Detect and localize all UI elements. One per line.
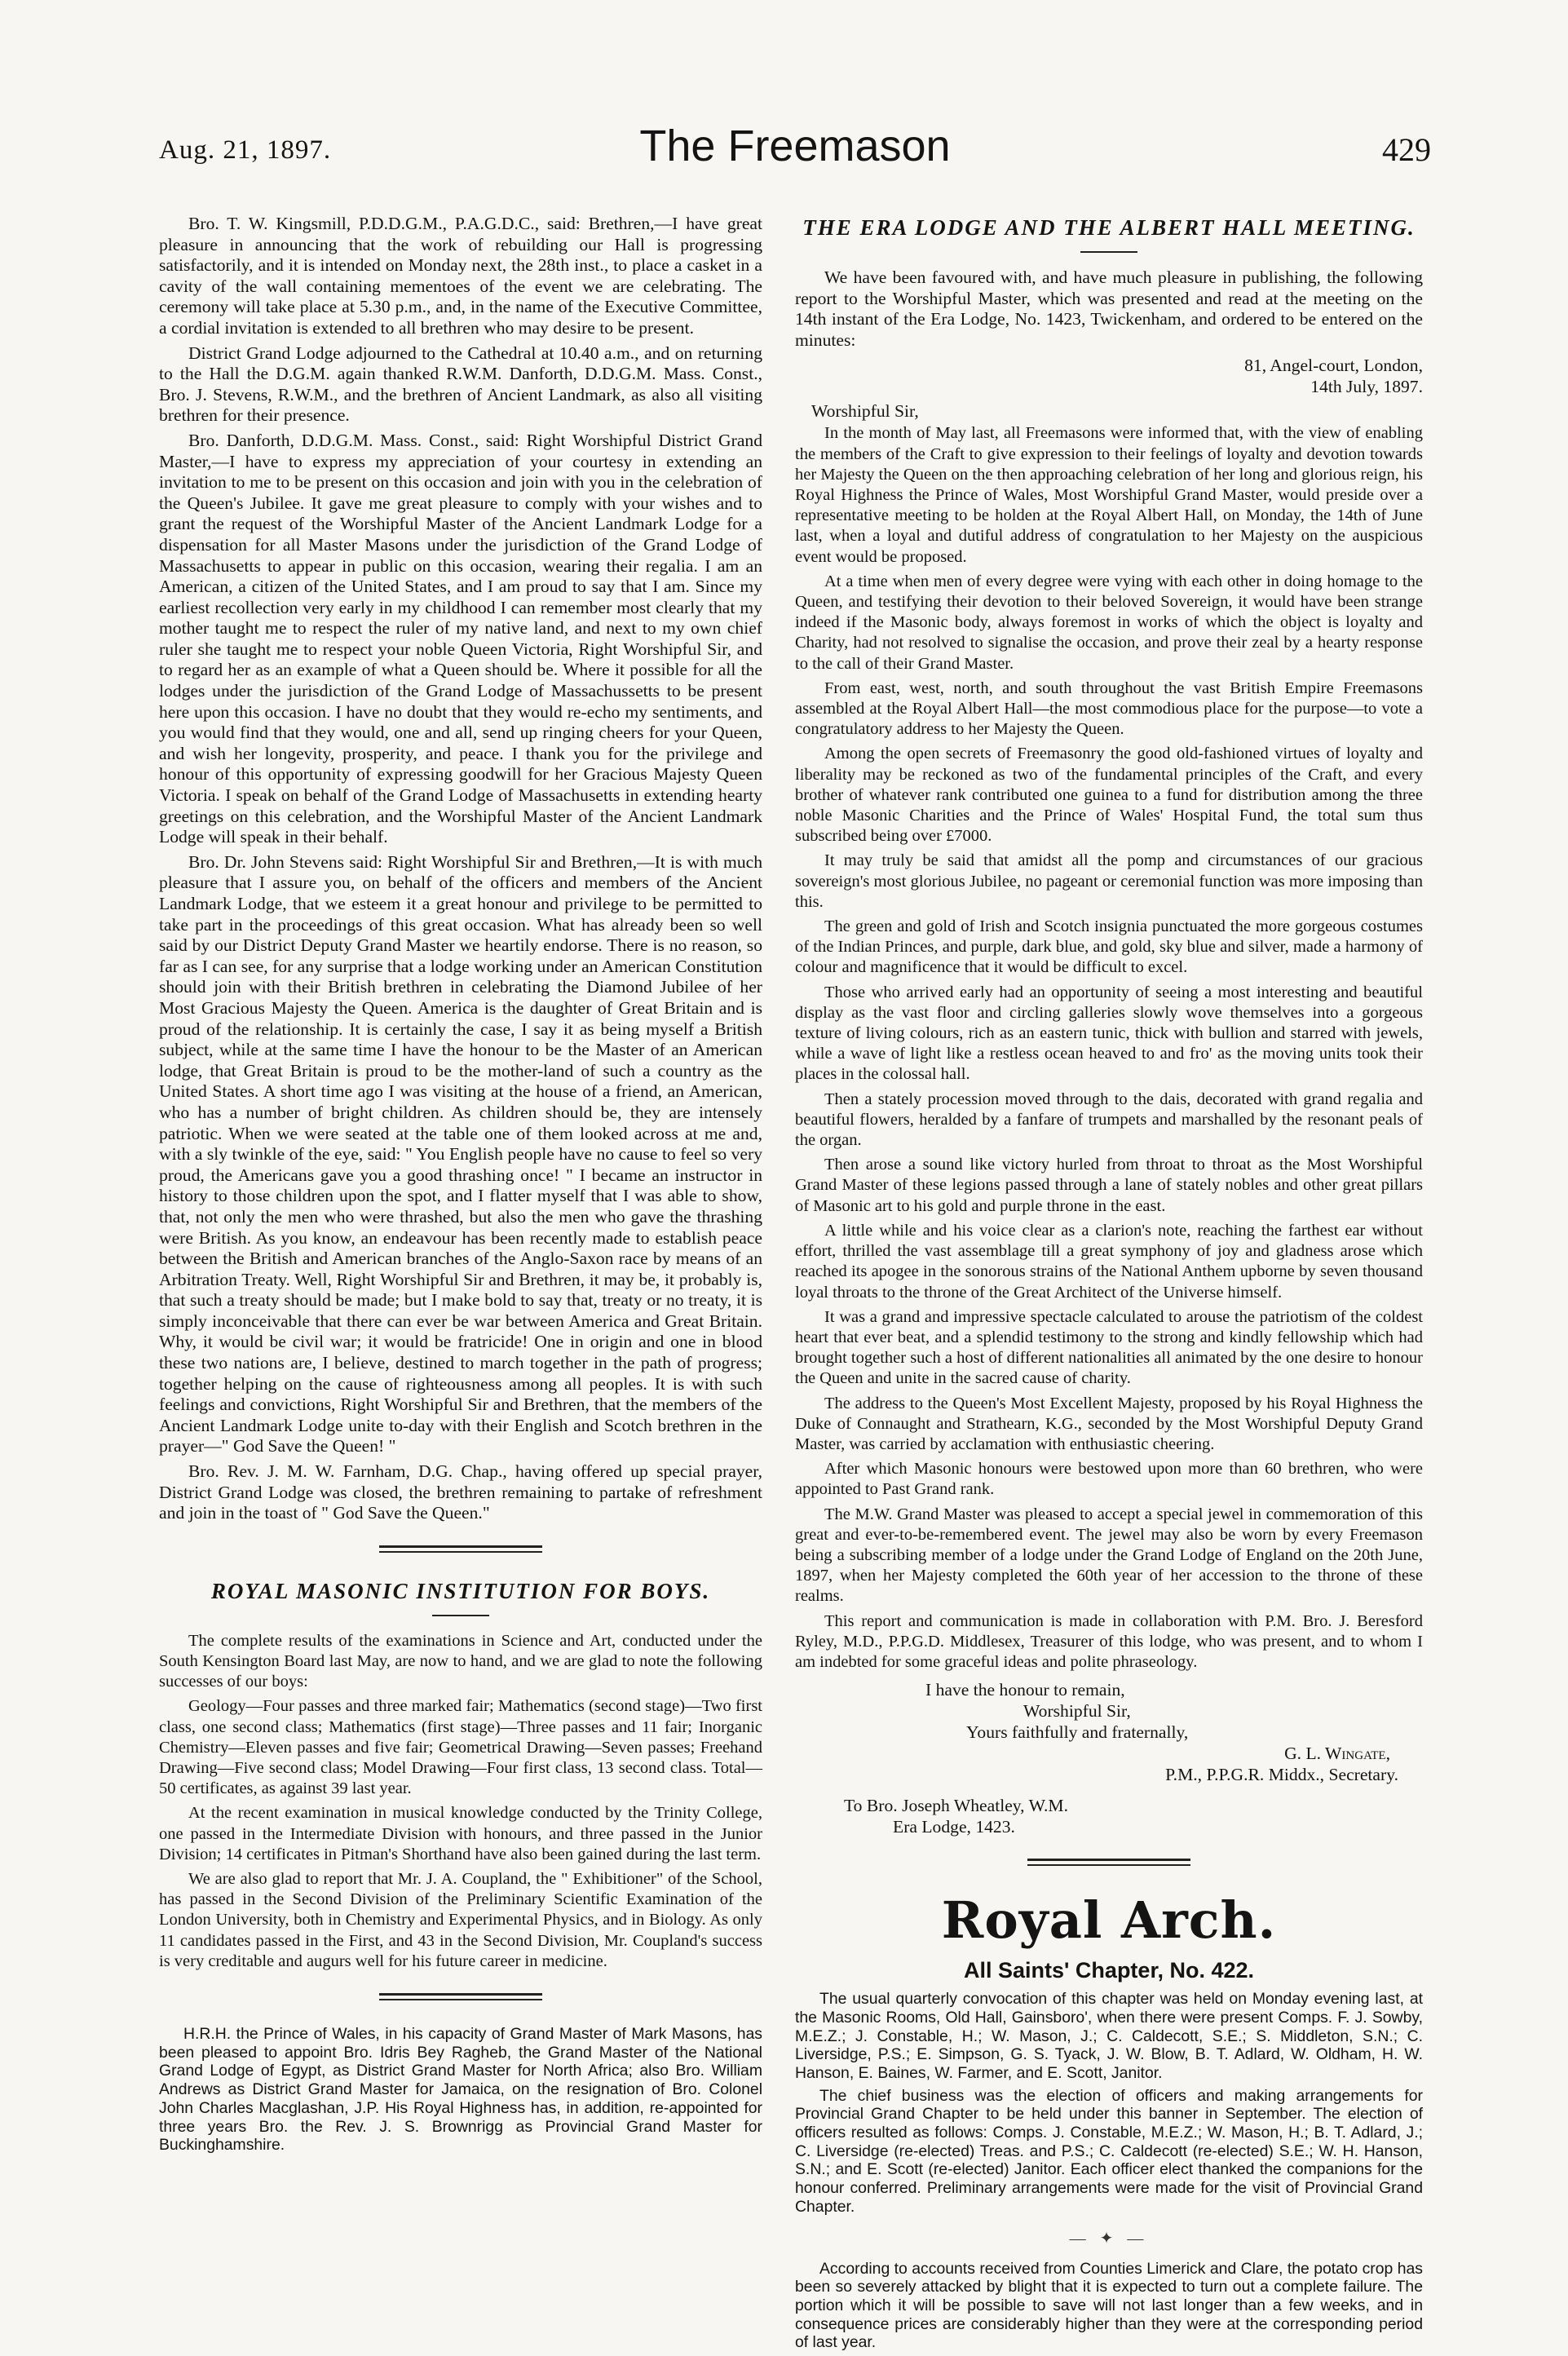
letter-paragraph: The green and gold of Irish and Scotch insignia punctuated the more gorgeous costumes of the Indian Princes, and purple, dark blue, and gold, sky blue and silver, made a harmony of colour and magnificence that it would be difficult to excel.: [795, 917, 1423, 977]
letter-paragraph: The M.W. Grand Master was pleased to accept a special jewel in commemoration of this great and ever-to-be-remembered event. The jewel may also be worn by every Freemason being a subscribing member of a lodge under the Grand Lodge of England on the 20th June, 1897, when her Majesty completed the 60th year of her accession to the throne of these realms.: [795, 1505, 1423, 1606]
ornament-divider: — ✦ —: [1069, 2229, 1149, 2248]
closing-line: I have the honour to remain,: [925, 1680, 1125, 1700]
letter-paragraph: A little while and his voice clear as a clarion's note, reaching the farthest ear without effort, thrilled the vast assemblage till a great symphony of joy and gladness arose which reached its apogee in the sonorous strains of the National Anthem upborne by seven thousand loyal throats to the throne of the Great Architect of the Universe himself.: [795, 1221, 1423, 1302]
letter-paragraph: After which Masonic honours were bestowed upon more than 60 brethren, who were appointed to Past Grand rank.: [795, 1460, 1423, 1499]
closing-line: Worshipful Sir,: [1023, 1701, 1131, 1722]
chapter-paragraph: The usual quarterly convocation of this chapter was held on Monday evening last, at the Masonic Rooms, Old Hall, Gainsboro', when there were present Comps. F. J. Sowby, M.E.Z.; J. Constable, H.; W. Mason, J.; C. Caldecott, S.E.; S. Middleton, S.N.; C. Liversidge, P.S.; E. Simpson, G. S. Tyack, J. W. Blow, B. T. Adlard, W. Oldham, H. W. Hanson, E. Baines, W. Farmer, and E. Scott, Janitor.: [795, 1990, 1423, 2082]
letter-paragraph: It was a grand and impressive spectacle calculated to arouse the patriotism of the coldest heart that ever beat, and a splendid testimony to the strong and kindly fellowship which had brought together such a host of different nationalities all animated by the one desire to honour the Queen and unite in the sacred cause of charity.: [795, 1307, 1423, 1388]
letter-paragraph: Then a stately procession moved through to the dais, decorated with grand regalia and beautiful flowers, heralded by a fanfare of trumpets and marshalled by the resonant peals of the organ.: [795, 1090, 1423, 1150]
section-title-era-lodge: THE ERA LODGE AND THE ALBERT HALL MEETING.: [802, 215, 1416, 240]
signature-title: P.M., P.P.G.R. Middx., Secretary.: [1165, 1765, 1398, 1785]
article-paragraph: Bro. Dr. John Stevens said: Right Worshipful Sir and Brethren,—It is with much pleasure that I assure you, on behalf of the officers and members of the Ancient Landmark Lodge, that we esteem it a great honour and privilege to be permitted to take part in the proceedings of this great occasion. What has already been so well said by our District Deputy Grand Master we heartily endorse. There is no reason, so far as I can see, for any surprise that a lodge working under an American Constitution should join with their British brethren in celebrating the Diamond Jubilee of her Most Gracious Majesty the Queen. America is the daughter of Great Britain and is proud of the relationship. It is certainly the case, I say it as being myself a British subject, while at the same time I have the honour to be the Master of an American lodge, that Great Britain is proud to be the mother-land of such a country as the United States. A short time ago I was visiting at the house of a friend, an American, who has a number of bright children. As children should be, they are intensely patriotic. When we were seated at the table one of them looked across at me and, with a sly twinkle of the eye, said: " You English people have no cause to feel so very proud, the Americans gave you a good thrashing once! " I became an instructor in history to those children upon the spot, and I flatter myself that I was able to show, that, not only the men who were thrashed, but also the men who gave the thrashing were British. As you know, an endeavour has been recently made to establish peace between the British and American branches of the Anglo-Saxon race by means of an Arbitration Treaty. Well, Right Worshipful Sir and Brethren, it may be, it probably is, that such a treaty should be made; but I make bold to say that, treaty or no treaty, it is simply inconceivable that there can ever be war between America and Great Britain. Why, it would be civil war; it would be fratricide! One in origin and one in blood these two nations are, I believe, destined to march together in the path of progress; together helping on the cause of righteousness among all peoples. It is with such feelings and convictions, Right Worshipful Sir and Brethren, that the members of the Ancient Landmark Lodge unite to-day with their English and Scotch brethren in the prayer—" God Save the Queen! ": [159, 851, 762, 1456]
article-paragraph: Bro. Rev. J. M. W. Farnham, D.G. Chap., having offered up special prayer, District Grand Lodge was closed, the brethren remaining to partake of refreshment and join in the toast of " God Save the Queen.": [159, 1461, 762, 1523]
title-rule: [432, 1615, 489, 1616]
article-paragraph: At the recent examination in musical knowledge conducted by the Trinity College, one passed in the Intermediate Division with honours, and three passed in the Junior Division; 14 certificates in Pitman's Shorthand have also been gained during the last term.: [159, 1804, 762, 1863]
letter-paragraph: The address to the Queen's Most Excellent Majesty, proposed by his Royal Highness the Duke of Connaught and Strathearn, K.G., seconded by the Most Worshipful Deputy Grand Master, was carried by acclamation with enthusiastic cheering.: [795, 1394, 1423, 1453]
title-rule: [1080, 251, 1137, 253]
article-paragraph: We are also glad to report that Mr. J. A. Coupland, the " Exhibitioner" of the School, has passed in the Second Division of the Preliminary Scientific Examination of the London University, both in Chemistry and Experimental Physics, and in Biology. As only 11 candidates passed in the First, and 43 in the Second Division, Mr. Coupland's success is very creditable and augurs well for his future career in medicine.: [159, 1870, 762, 1970]
signature-name: G. L. Wingate,: [1284, 1744, 1390, 1764]
left-column: [159, 214, 762, 2159]
right-column: [795, 214, 1423, 2356]
letter-paragraph: At a time when men of every degree were vying with each other in doing homage to the Queen, and testifying their devotion to their beloved Sovereign, it would have been strange indeed if the Masonic body, always foremost in works of which the object is loyalty and Charity, had not resolved to signalise the occasion, and prove their zeal by a hearty response to the call of their Grand Master.: [795, 572, 1423, 673]
article-paragraph: Geology—Four passes and three marked fair; Mathematics (second stage)—Two first class, one second class; Mathematics (first stage)—Three passes and 11 fair; Inorganic Chemistry—Eleven passes and five fair; Geometrical Drawing—Seven passes; Freehand Drawing—Five second class; Model Drawing—Four first class, 13 second class. Total—50 certificates, as against 39 last year.: [159, 1697, 762, 1798]
chapter-heading: All Saints' Chapter, No. 422.: [963, 1958, 1255, 1983]
letter-paragraph: This report and communication is made in collaboration with P.M. Bro. J. Beresford Ryley, M.D., P.P.G.D. Middlesex, Treasurer of this lodge, who was present, and to whom I am indebted for some graceful ideas and polite phraseology.: [795, 1611, 1423, 1671]
letter-signoff: [795, 1679, 1423, 1785]
letter-paragraph: Among the open secrets of Freemasonry the good old-fashioned virtues of loyalty and liberality may be reckoned as two of the fundamental principles of the Craft, and every brother of whatever rank contributed one guinea to a fund for distribution among the three noble Masonic Charities and the Prince of Wales' Hospital Fund, the total sum thus subscribed being over £7000.: [795, 745, 1423, 846]
letter-salutation: Worshipful Sir,: [811, 401, 919, 422]
publication-title: The Freemason: [639, 122, 951, 170]
article-paragraph: The complete results of the examinations in Science and Art, conducted under the South Kensington Board last May, are now to hand, and we are glad to note the following successes of our boys:: [159, 1631, 762, 1691]
section-divider: [1027, 1859, 1190, 1866]
letter-paragraph: From east, west, north, and south throughout the vast British Empire Freemasons assembled at the Royal Albert Hall—the most commodious place for the purpose—to vote a congratulatory address to her Majesty the Queen.: [795, 679, 1423, 739]
letter-paragraph: Then arose a sound like victory hurled from throat to throat as the Most Worshipful Grand Master of these legions passed through a lane of stately nobles and other great pillars of Masonic art to his gold and purple throne in the east.: [795, 1156, 1423, 1215]
news-note-hrh: H.R.H. the Prince of Wales, in his capacity of Grand Master of Mark Masons, has been pleased to appoint Bro. Idris Bey Ragheb, the Grand Master of the National Grand Lodge of Egypt, as District Grand Master for North Africa; also Bro. William Andrews as District Grand Master for Jamaica, on the resignation of Bro. Colonel John Charles Macglashan, J.P. His Royal Highness has, in addition, re-appointed for three years Bro. the Rev. J. S. Brownrigg as Provincial Grand Master for Buckinghamshire.: [159, 2025, 762, 2155]
article-paragraph: District Grand Lodge adjourned to the Cathedral at 10.40 a.m., and on returning to the Hall the D.G.M. again thanked R.W.M. Danforth, D.D.G.M. Mass. Const., Bro. J. Stevens, R.W.M., and the brethren of Ancient Landmark, as also all visiting brethren for their presence.: [159, 343, 762, 426]
closing-line: Yours faithfully and fraternally,: [966, 1722, 1189, 1743]
section-title-royal-arch: Royal Arch.: [941, 1890, 1277, 1951]
addressee-line: To Bro. Joseph Wheatley, W.M.: [844, 1796, 1068, 1816]
issue-date: Aug. 21, 1897.: [159, 135, 332, 165]
chapter-paragraph: The chief business was the election of officers and making arrangements for Provincial Grand Chapter to be held under this banner in September. The election of officers resulted as follows: Comps. J. Constable, M.E.Z.; W. Mason, H.; B. T. Adlard, J.; C. Liversidge (re-elected) Treas. and P.S.; C. Caldecott (re-elected) S.E.; W. H. Hanson, S.N.; and E. Scott (re-elected) Janitor. Each officer elect thanked the companions for the honour conferred. Preliminary arrangements were made for the visit of Provincial Grand Chapter.: [795, 2086, 1423, 2216]
addressee-line: Era Lodge, 1423.: [893, 1817, 1015, 1837]
article-paragraph: Bro. T. W. Kingsmill, P.D.D.G.M., P.A.G.D.C., said: Brethren,—I have great pleasure in announcing that the work of rebuilding our Hall is progressing satisfactorily, and it is intended on Monday next, the 28th inst., to place a casket in a cavity of the wall containing mementoes of the event we are celebrating. The ceremony will take place at 5.30 p.m., and, in the name of the Executive Committee, a cordial invitation is extended to all brethren who may desire to be present.: [159, 214, 762, 338]
section-divider: [379, 1545, 542, 1553]
page-number: 429: [1382, 131, 1431, 168]
letter-date: 14th July, 1897.: [1310, 377, 1423, 397]
letter-address: 81, Angel-court, London,: [1244, 356, 1423, 376]
letter-paragraph: It may truly be said that amidst all the pomp and circumstances of our gracious sovereign's most glorious Jubilee, no pageant or ceremonial function was more imposing than this.: [795, 851, 1423, 911]
article-paragraph: We have been favoured with, and have much pleasure in publishing, the following report to the Worshipful Master, which was presented and read at the meeting on the 14th instant of the Era Lodge, No. 1423, Twickenham, and ordered to be entered on the minutes:: [795, 267, 1423, 350]
article-paragraph: Bro. Danforth, D.D.G.M. Mass. Const., said: Right Worshipful District Grand Master,—I have to express my appreciation of your courtesy in extending an invitation to me to be present on this occasion and join with you in the celebration of the Queen's Jubilee. It gave me great pleasure to comply with your wishes and to grant the request of the Worshipful Master of the Ancient Landmark Lodge for a dispensation for all Master Masons under the jurisdiction of the Grand Lodge of Massachusetts to appear in public on this occasion, wearing their regalia. I am an American, a citizen of the United States, and I am proud to say that I am. Since my earliest recollection very early in my childhood I can remember most clearly that my mother taught me to respect the ruler of my native land, and next to my own chief ruler she taught me to respect your noble Queen Victoria, Right Worshipful Sir, and to regard her as an example of what a Queen should be. Where it possible for all the lodges under the jurisdiction of the Grand Lodge of Massachussetts to be present here upon this occasion. I have no doubt that they would re-echo my sentiments, and you would find that they would, one and all, send up ringing cheers for your Queen, and wish her longevity, prosperity, and peace. I thank you for the privilege and honour of this opportunity of expressing goodwill for her Gracious Majesty Queen Victoria. I speak on behalf of the Grand Lodge of Massachusetts in extending hearty greetings on this celebration, and the Worshipful Master of the Ancient Landmark Lodge will speak in their behalf.: [159, 430, 762, 847]
masthead: [159, 121, 1431, 178]
letter-paragraph: Those who arrived early had an opportunity of seeing a most interesting and beautiful display as the vast floor and circling galleries slowly wove themselves into a gorgeous texture of living colours, rich as an eastern tunic, thick with bullion and starred with jewels, while a wave of light like a restless ocean heaved to and fro' as the moving units took their places in the colossal hall.: [795, 983, 1423, 1084]
section-divider: [379, 1993, 542, 2000]
news-note-potato: According to accounts received from Counties Limerick and Clare, the potato crop has been so severely attacked by blight that it is expected to turn out a complete failure. The portion which it will be possible to save will not last longer than a few weeks, and in consequence prices are considerably higher than they were at the corresponding period of last year.: [795, 2259, 1423, 2352]
section-title-rmib: ROYAL MASONIC INSTITUTION FOR BOYS.: [210, 1578, 711, 1603]
letter-paragraph: In the month of May last, all Freemasons were informed that, with the view of enabling the members of the Craft to give expression to their feelings of loyalty and devotion towards her Majesty the Queen on the then approaching celebration of her long and glorious reign, his Royal Highness the Prince of Wales, Most Worshipful Grand Master, would preside over a representative meeting to be holden at the Royal Albert Hall, on Monday, the 14th of June last, when a loyal and dutiful address of congratulation to her Majesty on the auspicious event would be proposed.: [795, 424, 1423, 566]
